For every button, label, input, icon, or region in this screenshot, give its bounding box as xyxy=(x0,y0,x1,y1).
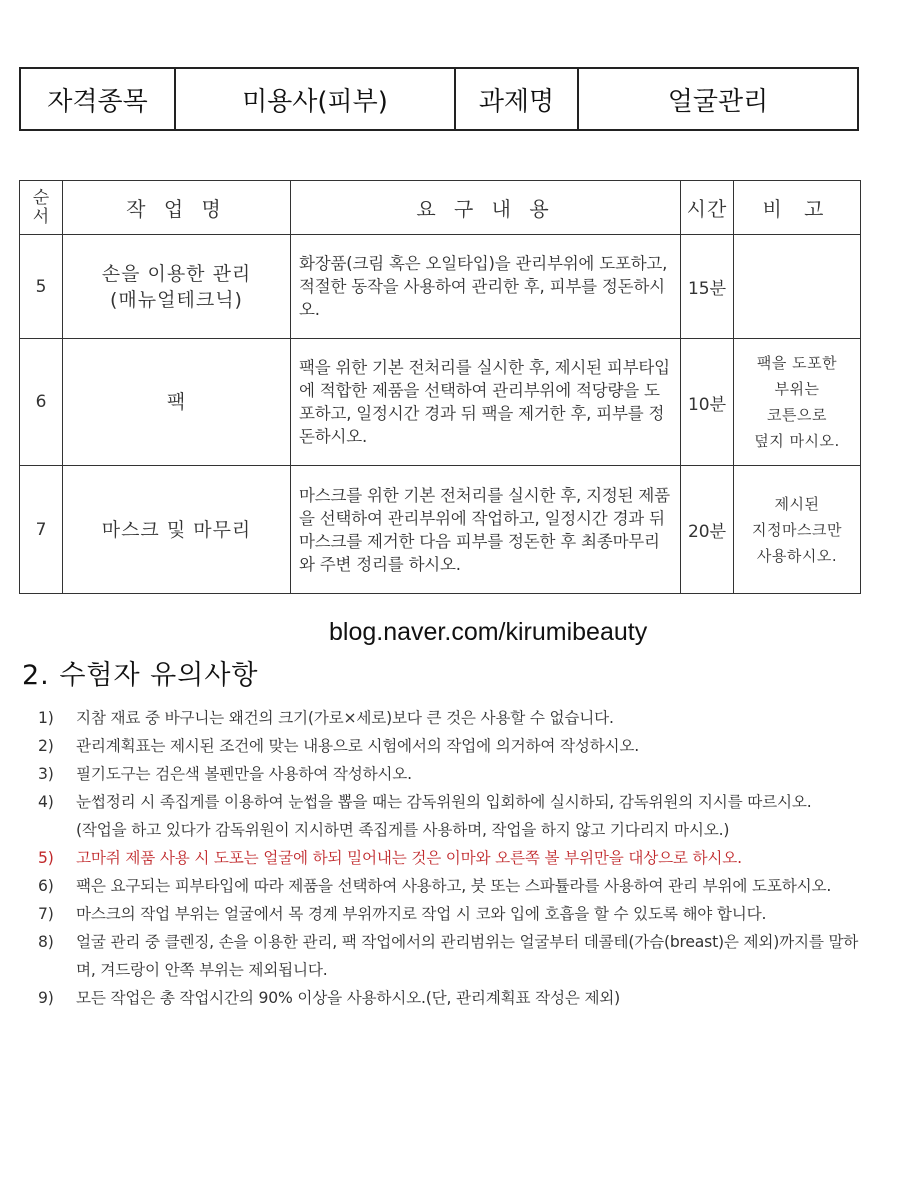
row-requirement: 팩을 위한 기본 전처리를 실시한 후, 제시된 피부타입에 적합한 제품을 선택하여 관리부위에 적당량을 도포하고, 일정시간 경과 뒤 팩을 제거한 후, 피부를 정돈하시오. xyxy=(291,339,681,466)
row-task-name: 팩 xyxy=(63,339,291,466)
col-note: 비 고 xyxy=(734,181,861,235)
list-item: 1) 지참 재료 중 바구니는 왜건의 크기(가로×세로)보다 큰 것은 사용할 수 없습니다. xyxy=(38,709,614,727)
task-table-header xyxy=(20,181,861,235)
notes-list xyxy=(38,704,868,1012)
row-time: 15분 xyxy=(681,235,734,339)
row-requirement: 화장품(크림 혹은 오일타입)을 관리부위에 도포하고, 적절한 동작을 사용하여 관리한 후, 피부를 정돈하시오. xyxy=(291,235,681,339)
row-note-text: 제시된 지정마스크만 사용하시오. xyxy=(752,494,842,565)
blog-watermark: blog.naver.com/kirumibeauty xyxy=(329,618,648,646)
row-note xyxy=(734,339,861,466)
row-time: 10분 xyxy=(681,339,734,466)
list-item: 7) 마스크의 작업 부위는 얼굴에서 목 경계 부위까지로 작업 시 코와 입에 호흡을 할 수 있도록 해야 합니다. xyxy=(38,905,767,923)
list-item-highlighted: 5) 고마쥐 제품 사용 시 도포는 얼굴에 하되 밀어내는 것은 이마와 오른쪽 볼 부위만을 대상으로 하시오. xyxy=(38,849,742,867)
row-note xyxy=(734,466,861,594)
col-time: 시간 xyxy=(681,181,734,235)
list-item: 8) 얼굴 관리 중 클렌징, 손을 이용한 관리, 팩 작업에서의 관리범위는 얼굴부터 데콜테(가슴(breast)은 제외)까지를 말하며, 겨드랑이 안쪽 부위는 제외됩니다. xyxy=(38,933,859,979)
row-time: 20분 xyxy=(681,466,734,594)
section-title: 2. 수험자 유의사항 xyxy=(22,660,259,691)
row-note-text: 팩을 도포한 부위는 코튼으로 덮지 마시오. xyxy=(754,354,840,450)
list-item: 9) 모든 작업은 총 작업시간의 90% 이상을 사용하시오.(단, 관리계획표 작성은 제외) xyxy=(38,989,621,1007)
header-table xyxy=(19,67,859,131)
row-requirement: 마스크를 위한 기본 전처리를 실시한 후, 지정된 제품을 선택하여 관리부위에 작업하고, 일정시간 경과 뒤 마스크를 제거한 다음 피부를 정돈한 후 최종마무리와 주변 정리를 하시오. xyxy=(291,466,681,594)
table-row xyxy=(20,235,861,339)
list-item: 3) 필기도구는 검은색 볼펜만을 사용하여 작성하시오. xyxy=(38,765,412,783)
task-value: 얼굴관리 xyxy=(578,68,858,130)
qualification-value: 미용사(피부) xyxy=(175,68,455,130)
col-requirement: 요 구 내 용 xyxy=(291,181,681,235)
row-task-name: 마스크 및 마무리 xyxy=(63,466,291,594)
table-row xyxy=(20,339,861,466)
row-task-name xyxy=(63,235,291,339)
list-item: 2) 관리계획표는 제시된 조건에 맞는 내용으로 시험에서의 작업에 의거하여 작성하시오. xyxy=(38,737,640,755)
qualification-label: 자격종목 xyxy=(20,68,175,130)
col-order: 순 서 xyxy=(20,181,63,235)
list-item: 4) 눈썹정리 시 족집게를 이용하여 눈썹을 뽑을 때는 감독위원의 입회하에 실시하되, 감독위원의 지시를 따르시오. (작업을 하고 있다가 감독위원이 지시하면 족집게를 사용하며, 작업을 하지 않고 기다리지 마시오.) xyxy=(38,793,812,839)
row-order: 5 xyxy=(20,235,63,339)
row-order: 7 xyxy=(20,466,63,594)
task-label: 과제명 xyxy=(455,68,578,130)
table-row xyxy=(20,466,861,594)
list-item: 6) 팩은 요구되는 피부타입에 따라 제품을 선택하여 사용하고, 붓 또는 스파튤라를 사용하여 관리 부위에 도포하시오. xyxy=(38,877,832,895)
row-order: 6 xyxy=(20,339,63,466)
row-note xyxy=(734,235,861,339)
col-task-name: 작 업 명 xyxy=(63,181,291,235)
row-task-name-text: 손을 이용한 관리 (매뉴얼테크닉) xyxy=(101,262,252,311)
task-table xyxy=(19,180,861,594)
